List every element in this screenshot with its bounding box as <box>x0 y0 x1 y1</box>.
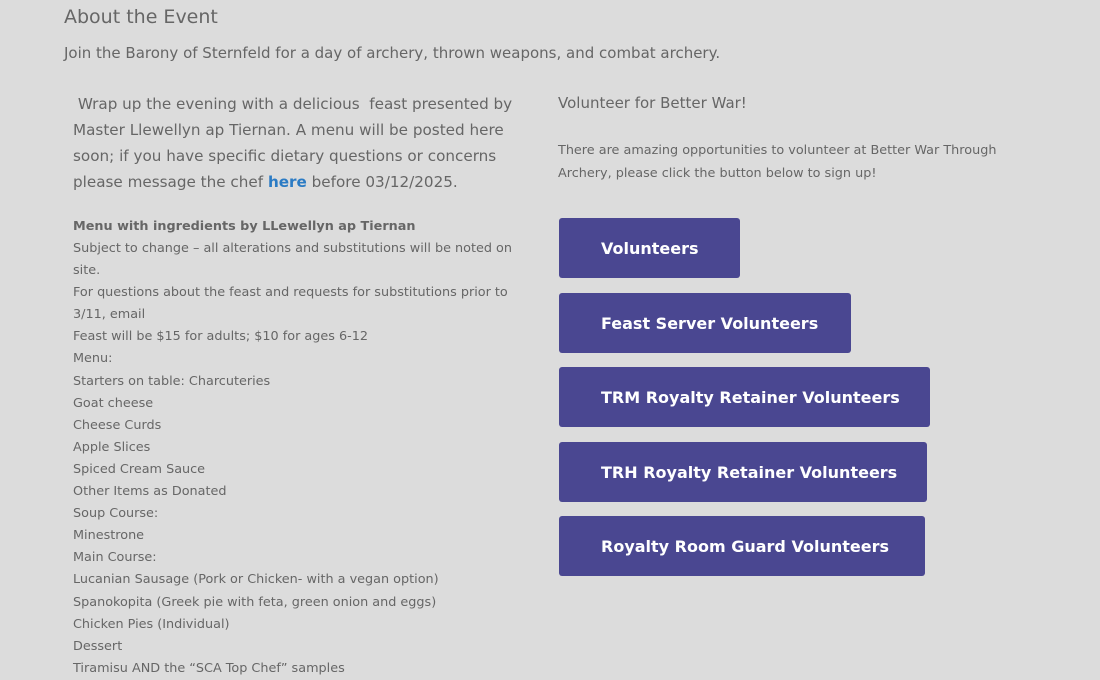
menu-line: Other Items as Donated <box>73 484 227 500</box>
menu-line: Cheese Curds <box>73 417 162 433</box>
menu-line: Soup Course: <box>73 506 159 522</box>
menu-line: Dessert <box>73 638 123 654</box>
feast-intro-text: Wrap up the evening with a delicious feast presented by Master Llewellyn ap Tiernan. A menu will be posted here soon; if you have specific dietary questions or concerns please message the chef <box>73 95 517 191</box>
menu-line: Minestrone <box>73 528 145 544</box>
volunteer-heading: Volunteer for Better War! <box>558 94 747 112</box>
menu-line: Tiramisu AND the “SCA Top Chef” samples <box>73 660 345 676</box>
menu-heading: Menu with ingredients by LLewellyn ap Tiernan <box>73 219 416 234</box>
menu-line: Starters on table: Charcuteries <box>73 373 271 389</box>
feast-intro <box>73 91 543 195</box>
menu-line: For questions about the feast and requests for substitutions prior to 3/11, email <box>73 285 508 323</box>
chef-contact-link[interactable]: here <box>267 173 307 191</box>
menu-line: Chicken Pies (Individual) <box>73 616 230 632</box>
menu-line: Goat cheese <box>73 395 154 411</box>
menu-line: Spiced Cream Sauce <box>73 461 206 477</box>
volunteer-description: There are amazing opportunities to volunteer at Better War Through Archery, please click the button below to sign up! <box>558 143 997 181</box>
feast-intro-date: before 03/12/2025. <box>306 173 458 191</box>
feast-section <box>73 91 543 680</box>
feast-server-volunteers-button[interactable]: Feast Server Volunteers <box>559 293 851 353</box>
royalty-room-guard-volunteers-button[interactable]: Royalty Room Guard Volunteers <box>559 516 925 576</box>
menu-line: Apple Slices <box>73 439 151 455</box>
volunteer-section <box>558 91 1048 185</box>
menu-line: Lucanian Sausage (Pork or Chicken- with a vegan option) <box>73 572 439 588</box>
event-title: About the Event <box>64 6 218 28</box>
menu-line: Main Course: <box>73 550 157 566</box>
menu-line: Subject to change – all alterations and substitutions will be noted on site. <box>73 241 512 279</box>
menu-line: Feast will be $15 for adults; $10 for ages 6-12 <box>73 329 369 345</box>
event-description: Join the Barony of Sternfeld for a day of archery, thrown weapons, and combat archery. <box>64 44 721 62</box>
menu-line: Spanokopita (Greek pie with feta, green onion and eggs) <box>73 594 437 610</box>
trm-royalty-retainer-volunteers-button[interactable]: TRM Royalty Retainer Volunteers <box>559 367 930 427</box>
menu-line: Menu: <box>73 351 113 367</box>
trh-royalty-retainer-volunteers-button[interactable]: TRH Royalty Retainer Volunteers <box>559 442 927 502</box>
volunteers-button[interactable]: Volunteers <box>559 218 740 278</box>
